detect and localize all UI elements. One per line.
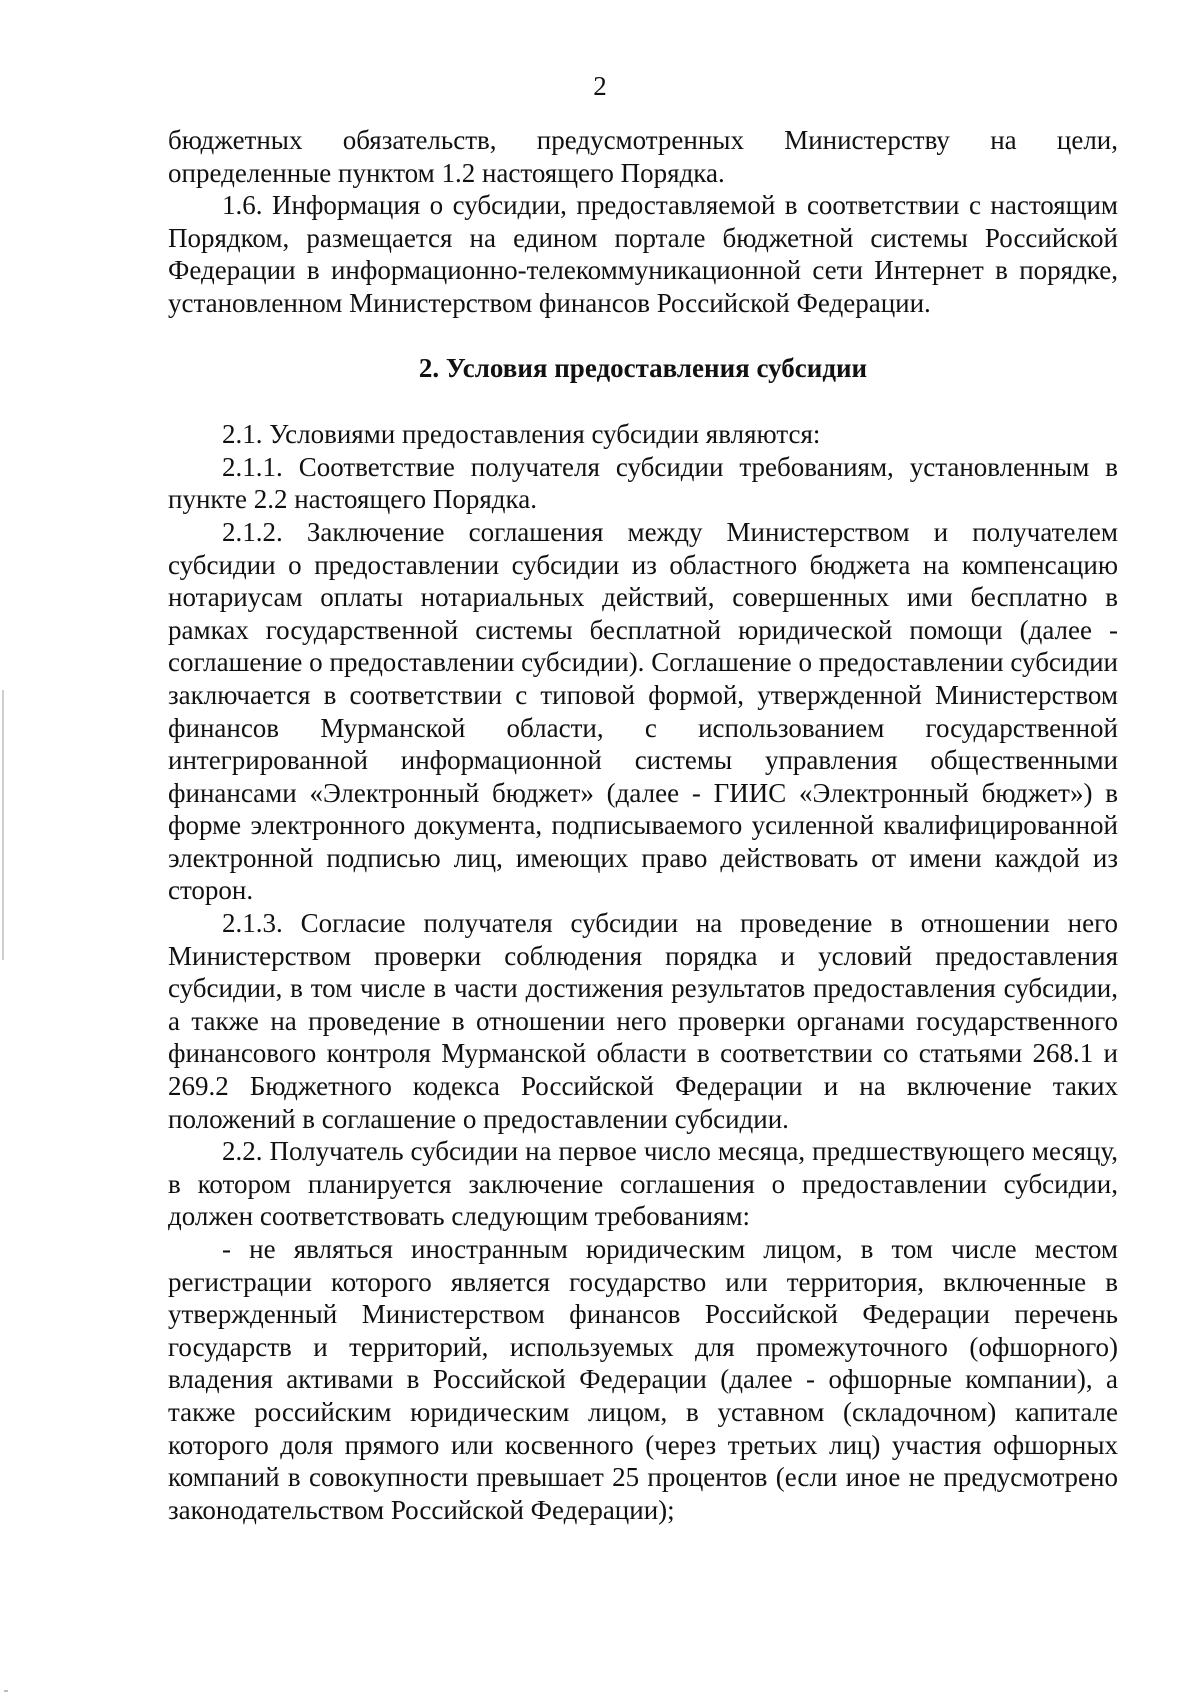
document-body bbox=[168, 124, 1118, 1526]
paragraph-2-1-2: 2.1.2. Заключение соглашения между Министерством и получателем субсидии о предоставлении субсидии из областного бюджета на компенсацию нотариусам оплаты нотариальных действий, совершенных ими бесплатно в рамках государственной системы бесплатной юридической помощи (далее - соглашение о предоставлении субсидии). Соглашение о предоставлении субсидии заключается в соответствии с типовой формой, утвержденной Министерством финансов Мурманской области, с использованием государственной интегрированной информационной системы управления общественными финансами «Электронный бюджет» (далее - ГИИС «Электронный бюджет») в форме электронного документа, подписываемого усиленной квалифицированной электронной подписью лиц, имеющих право действовать от имени каждой из сторон. bbox=[168, 516, 1118, 906]
scan-dot-mark bbox=[4, 1690, 8, 1692]
paragraph-continuation: бюджетных обязательств, предусмотренных Министерству на цели, определенные пунктом 1.2 настоящего Порядка. bbox=[168, 125, 1118, 188]
paragraph-2-1-3: 2.1.3. Согласие получателя субсидии на проведение в отношении него Министерством проверки соблюдения порядка и условий предоставления субсидии, в том числе в части достижения результатов предоставления субсидии, а также на проведение в отношении него проверки органами государственного финансового контроля Мурманской области в соответствии со статьями 268.1 и 269.2 Бюджетного кодекса Российской Федерации и на включение таких положений в соглашение о предоставлении субсидии. bbox=[168, 908, 1118, 1134]
page-number: 2 bbox=[593, 71, 607, 101]
section-heading: 2. Условия предоставления субсидии bbox=[418, 352, 868, 383]
paragraph-1-6: 1.6. Информация о субсидии, предоставляемой в соответствии с настоящим Порядком, размещается на едином портале бюджетной системы Российской Федерации в информационно-телекоммуникационной сети Интернет в порядке, установленном Министерством финансов Российской Федерации. bbox=[168, 190, 1118, 318]
scan-edge-mark bbox=[2, 690, 4, 960]
paragraph-2-1-1: 2.1.1. Соответствие получателя субсидии требованиям, установленным в пункте 2.2 настоящего Порядка. bbox=[168, 451, 1118, 515]
paragraph-2-2: 2.2. Получатель субсидии на первое число месяца, предшествующего месяцу, в котором планируется заключение соглашения о предоставлении субсидии, должен соответствовать следующим требованиям: bbox=[168, 1136, 1118, 1232]
paragraph-2-1: 2.1. Условиями предоставления субсидии являются: bbox=[222, 419, 821, 450]
paragraph-requirement-offshore: - не являться иностранным юридическим лицом, в том числе местом регистрации которого является государство или территория, включенные в утвержденный Министерством финансов Российской Федерации перечень государств и территорий, используемых для промежуточного (офшорного) владения активами в Российской Федерации (далее - офшорные компании), а также российским юридическим лицом, в уставном (складочном) капитале которого доля прямого или косвенного (через третьих лиц) участия офшорных компаний в совокупности превышает 25 процентов (если иное не предусмотрено законодательством Российской Федерации); bbox=[168, 1234, 1118, 1525]
